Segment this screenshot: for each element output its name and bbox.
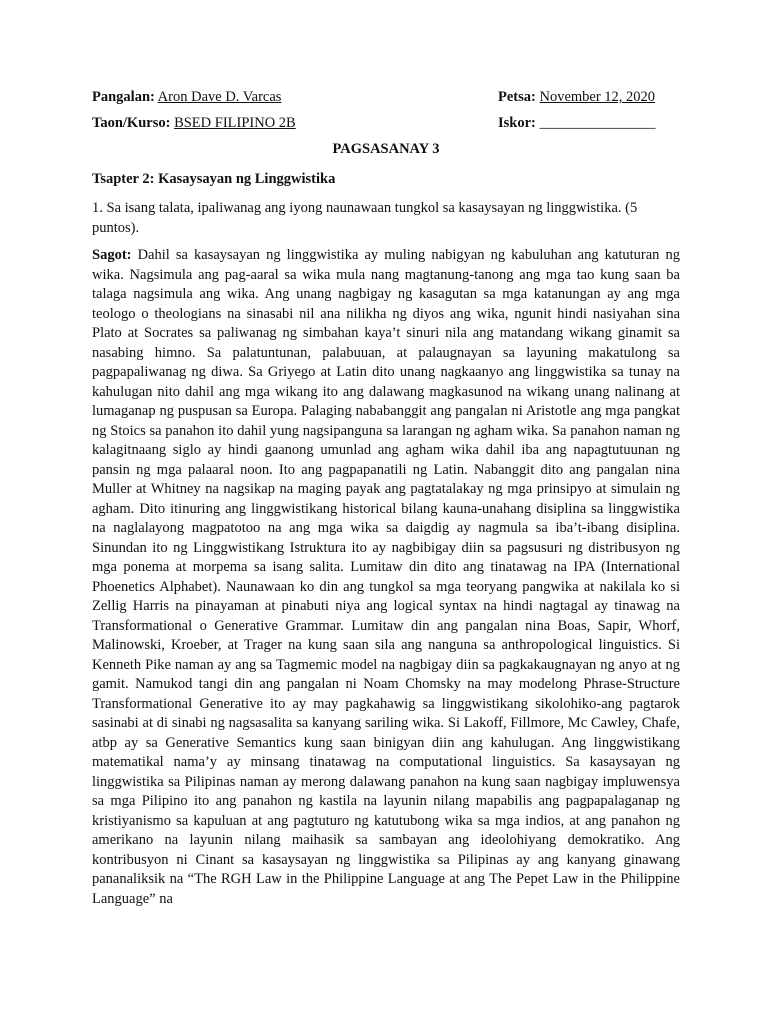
date-value: November 12, 2020 bbox=[539, 89, 656, 105]
header-row-1 bbox=[92, 87, 680, 107]
date-field bbox=[498, 87, 655, 107]
course-field bbox=[92, 113, 296, 133]
document-title: PAGSASANAY 3 bbox=[332, 141, 440, 157]
name-field bbox=[92, 87, 281, 107]
course-label: Taon/Kurso: bbox=[92, 115, 171, 131]
score-field bbox=[498, 113, 656, 133]
question-text: 1. Sa isang talata, ipaliwanag ang iyong naunawaan tungkol sa kasaysayan ng linggwistika. (5 puntos). bbox=[92, 200, 638, 236]
course-value: BSED FILIPINO 2B bbox=[174, 115, 296, 131]
name-value: Aron Dave D. Varcas bbox=[157, 89, 282, 105]
header-row-2 bbox=[92, 113, 680, 133]
chapter-heading: Tsapter 2: Kasaysayan ng Linggwistika bbox=[92, 171, 336, 187]
answer-label: Sagot: bbox=[92, 247, 132, 263]
score-value: ________________ bbox=[539, 115, 656, 131]
score-label: Iskor: bbox=[498, 115, 536, 131]
date-label: Petsa: bbox=[498, 89, 536, 105]
answer-paragraph bbox=[92, 246, 680, 972]
name-label: Pangalan: bbox=[92, 89, 155, 105]
answer-body: Dahil sa kasaysayan ng linggwistika ay muling nabigyan ng kabuluhan ang katuturan ng wika. Nagsimula ang pag-aaral sa wika mula nang magtanung-tanong ang mga tao kung saan ba talaga nagsimula ang wika. Ang unang nagbigay ng kasagutan sa mga katanungan ay ang mga teologo o theologians na sinasabi nil ana nilikha ng diyos ang wika, ngunit hindi nasiyahan sina Plato at Socrates sa paliwanag ng simbahan kaya’t sinuri nila ang matandang wikang ginamit sa nasabing himno. Sa palatuntunan, palabuuan, at palaugnayan sa layuning makatulong sa pagpapaliwanag ng diwa. Sa Griyego at Latin dito unang nagkaanyo ang linggwistika sa tunay na kahulugan nito dahil ang mga wikang ito ang dalawang magkasunod na wikang unang nalinang at lumaganap ng puspusan sa Europa. Palaging nababanggit ang pangalan ni Aristotle ang mga pangkat ng Stoics sa panahon ito dahil yung nagsipanguna sa larangan ng agham wika. Sa panahon naman ng kalagitnaang siglo ay hindi gaanong umunlad ang agham wika dahil iba ang napagtutuunan ng pansin ng mga palaaral noon. Ito ang pagpapanatili ng Latin. Nabanggit dito ang pangalan nina Muller at Whitney na nagsikap na maging payak ang pagtatalakay ng mga prinsipyo at simulain ng agham. Dito itinuring ang linggwistikang historical bilang kauna-unahang disiplina sa linggwistika na naglalayong magpatotoo na ang mga wika sa daigdig ay nagmula sa iba’t-ibang disiplina. Sinundan ito ng Linggwistikang Istruktura ito ay nagbibigay diin sa pagsusuri ng distribusyon ng mga ponema at morpema sa isang salita. Lumitaw din dito ang tinatawag na IPA (International Phoenetics Alphabet). Naunawaan ko din ang tungkol sa mga teoryang pangwika at nakilala ko si Zellig Harris na pinayaman at pinabuti niya ang logical syntax na hindi nagtagal ay tinawag na Transformational o Generative Grammar. Lumitaw din ang pangalan nina Boas, Sapir, Whorf, Malinowski, Kroeber, at Trager na kung saan sila ang nanguna sa anthropological linguistics. Si Kenneth Pike naman ay ang sa Tagmemic model na nagbigay diin sa pagkakaugnayan ng anyo at ng gamit. Namukod tangi din ang pangalan ni Noam Chomsky na may modelong Phrase-Structure Transformational Generative ito ay may pagkahawig sa linggwistikang sikolohiko-ang pagtarok sasinabi at di sinabi ng nagsasalita sa kanyang sariling wika. Si Lakoff, Fillmore, Mc Cawley, Chafe, atbp ay sa Generative Semantics kung saan binigyan diin ang kahulugan. Ang linggwistikang matematikal nama’y ay minsang tinatawag na computational linguistics. Sa kasaysayan ng linggwistika sa Pilipinas naman ay merong dalawang panahon na kung saan nagbigay impluwensya sa mga Pilipino ito ang panahon ng kastila na layunin nilang mapabilis ang pagpapalaganap ng kristiyanismo sa kapuluan at ang pagtuturo ng katutubong wika sa mga indios, at ang panahon ng amerikano na layunin nilang maihasik sa sambayan ang ideolohiyang demokratiko. Ang kontribusyon ni Cinant sa kasaysayan ng linggwistika sa Pilipinas ay ang kanyang ginawang pananaliksik na “The RGH Law in the Philippine Language at ang The Pepet Law in the Philippine Language” na bbox=[92, 247, 680, 907]
document-page bbox=[92, 87, 680, 972]
